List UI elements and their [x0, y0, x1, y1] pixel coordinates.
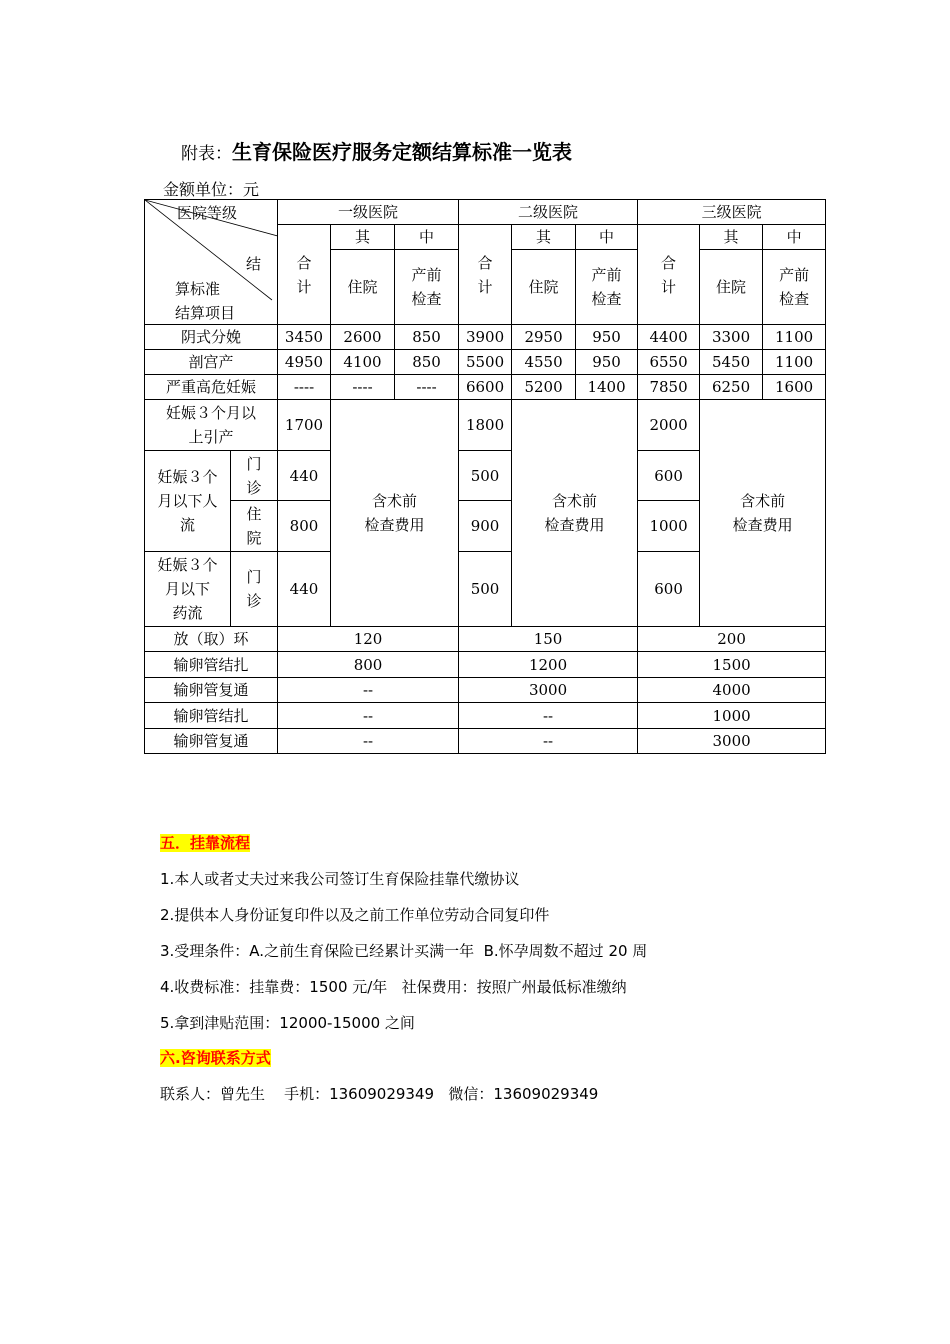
of-which-b: 中	[763, 225, 826, 250]
cell: 800	[278, 652, 459, 678]
of-which-b: 中	[395, 225, 459, 250]
includes-note: 含术前 检查费用	[512, 400, 638, 627]
cell: 950	[576, 325, 638, 350]
total-header: 合 计	[278, 225, 331, 325]
row-label: 严重高危妊娠	[145, 375, 278, 400]
contact-line: 联系人：曾先生 手机：13609029349 微信：13609029349	[160, 1085, 599, 1103]
unit-label: 金额单位：元	[163, 180, 260, 199]
cell: 7850	[638, 375, 700, 400]
row-label: 阴式分娩	[145, 325, 278, 350]
sub-label: 门 诊	[231, 451, 278, 501]
cell: 1500	[638, 652, 826, 678]
cell: 4550	[512, 350, 576, 375]
table-row	[145, 325, 826, 350]
list-item: 5.拿到津贴范围：12000-15000 之间	[160, 1014, 415, 1032]
cell: 3300	[700, 325, 763, 350]
corner-cell	[145, 200, 278, 325]
table-row	[145, 678, 826, 703]
sub-label: 门 诊	[231, 552, 278, 627]
of-which-a: 其	[331, 225, 395, 250]
cell: ----	[395, 375, 459, 400]
list-item: 3.受理条件：A.之前生育保险已经累计买满一年 B.怀孕周数不超过 20 周	[160, 942, 648, 960]
row-label: 妊娠３个 月以下人 流	[145, 451, 231, 552]
cell: 600	[638, 552, 700, 627]
cell: 4000	[638, 678, 826, 703]
cell: 1600	[763, 375, 826, 400]
cell: --	[278, 703, 459, 729]
of-which-a: 其	[512, 225, 576, 250]
cell: 3000	[638, 729, 826, 754]
cell: 2000	[638, 400, 700, 451]
list-item: 4.收费标准：挂靠费：1500 元/年 社保费用：按照广州最低标准缴纳	[160, 978, 627, 996]
row-label: 输卵管结扎	[145, 703, 278, 729]
inpatient-header: 住院	[331, 250, 395, 325]
cell: 6250	[700, 375, 763, 400]
cell: 850	[395, 350, 459, 375]
cell: 950	[576, 350, 638, 375]
row-label: 输卵管结扎	[145, 652, 278, 678]
table-row	[145, 627, 826, 652]
row-label: 输卵管复通	[145, 678, 278, 703]
cell: 1800	[459, 400, 512, 451]
table-row	[145, 400, 826, 451]
rate-table	[144, 199, 826, 754]
cell: 200	[638, 627, 826, 652]
corner-std-label-1: 结	[246, 255, 262, 273]
inpatient-header: 住院	[700, 250, 763, 325]
total-header: 合 计	[459, 225, 512, 325]
cell: 5450	[700, 350, 763, 375]
cell: 4950	[278, 350, 331, 375]
corner-level-label: 医院等级	[177, 204, 238, 222]
cell: 440	[278, 552, 331, 627]
page-title	[181, 136, 572, 165]
level-1-header: 一级医院	[278, 200, 459, 225]
cell: 1700	[278, 400, 331, 451]
cell: 900	[459, 501, 512, 552]
cell: 5200	[512, 375, 576, 400]
cell: 440	[278, 451, 331, 501]
cell: --	[278, 729, 459, 754]
row-label: 妊娠３个月以 上引产	[145, 400, 278, 451]
cell: 3900	[459, 325, 512, 350]
table-row	[145, 652, 826, 678]
cell: 1200	[459, 652, 638, 678]
cell: 500	[459, 451, 512, 501]
cell: 6600	[459, 375, 512, 400]
prenatal-header: 产前 检查	[763, 250, 826, 325]
list-item: 1.本人或者丈夫过来我公司签订生育保险挂靠代缴协议	[160, 870, 520, 888]
of-which-a: 其	[700, 225, 763, 250]
cell: 1000	[638, 501, 700, 552]
cell: 1100	[763, 325, 826, 350]
cell: ----	[278, 375, 331, 400]
table-row	[145, 350, 826, 375]
cell: --	[278, 678, 459, 703]
cell: 850	[395, 325, 459, 350]
list-item: 2.提供本人身份证复印件以及之前工作单位劳动合同复印件	[160, 906, 550, 924]
cell: 1400	[576, 375, 638, 400]
cell: 120	[278, 627, 459, 652]
cell: 4100	[331, 350, 395, 375]
includes-note: 含术前 检查费用	[331, 400, 459, 627]
cell: 150	[459, 627, 638, 652]
title-prefix: 附表：	[181, 144, 232, 164]
cell: 800	[278, 501, 331, 552]
section5-heading: 五．挂靠流程	[160, 834, 251, 852]
cell: 2600	[331, 325, 395, 350]
cell: 6550	[638, 350, 700, 375]
row-label: 妊娠３个 月以下 药流	[145, 552, 231, 627]
sub-label: 住 院	[231, 501, 278, 552]
table-row	[145, 703, 826, 729]
cell: 1100	[763, 350, 826, 375]
cell: 3450	[278, 325, 331, 350]
prenatal-header: 产前 检查	[395, 250, 459, 325]
level-3-header: 三级医院	[638, 200, 826, 225]
level-2-header: 二级医院	[459, 200, 638, 225]
prenatal-header: 产前 检查	[576, 250, 638, 325]
row-label: 剖宫产	[145, 350, 278, 375]
cell: 2950	[512, 325, 576, 350]
table-row	[145, 729, 826, 754]
row-label: 放（取）环	[145, 627, 278, 652]
cell: 500	[459, 552, 512, 627]
cell: 4400	[638, 325, 700, 350]
inpatient-header: 住院	[512, 250, 576, 325]
of-which-b: 中	[576, 225, 638, 250]
cell: 5500	[459, 350, 512, 375]
corner-item-label: 结算项目	[175, 304, 236, 322]
corner-std-label-2: 算标准	[175, 280, 221, 298]
includes-note: 含术前 检查费用	[700, 400, 826, 627]
total-header: 合 计	[638, 225, 700, 325]
cell: 600	[638, 451, 700, 501]
cell: 1000	[638, 703, 826, 729]
table-row	[145, 375, 826, 400]
cell: --	[459, 703, 638, 729]
cell: ----	[331, 375, 395, 400]
cell: 3000	[459, 678, 638, 703]
section6-heading: 六.咨询联系方式	[160, 1049, 271, 1067]
row-label: 输卵管复通	[145, 729, 278, 754]
cell: --	[459, 729, 638, 754]
title-main: 生育保险医疗服务定额结算标准一览表	[232, 140, 572, 164]
